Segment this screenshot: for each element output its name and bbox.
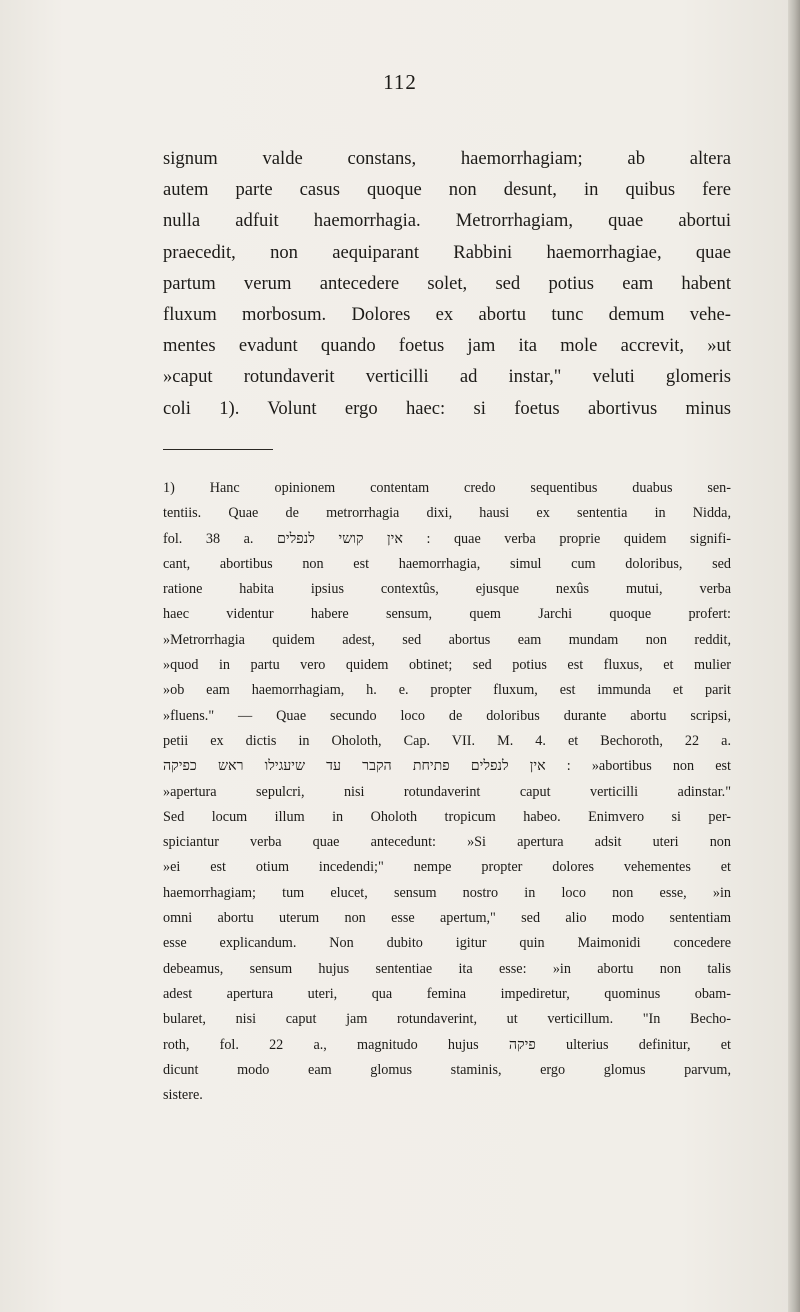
main-line: »caput rotundaverit verticilli ad instar," veluti glomeris	[163, 366, 731, 388]
footnote-line: cant, abortibus non est haemorrhagia, simul cum doloribus, sed	[163, 555, 731, 572]
footnote-line: esse explicandum. Non dubito igitur quin Maimonidi concedere	[163, 935, 731, 952]
footnote-line: fol. 38 a. אין קושי לנפלים : quae verba proprie quidem signifi-	[163, 530, 731, 547]
footnote	[163, 476, 731, 1108]
footnote-line: adest apertura uteri, qua femina impediretur, quominus obam-	[163, 985, 731, 1002]
footnote-line: spiciantur verba quae antecedunt: »Si apertura adsit uteri non	[163, 834, 731, 851]
footnote-line: ratione habita ipsius contextûs, ejusque nexûs mutui, verba	[163, 581, 731, 598]
footnote-line: »quod in partu vero quidem obtinet; sed potius est fluxus, et mulier	[163, 657, 731, 674]
main-line: partum verum antecedere solet, sed potius eam habent	[163, 272, 731, 294]
footnote-line: אין לנפלים פתיחת הקבר עד שיעגילו ראש כפיקה : »abortibus non est	[163, 758, 731, 775]
main-line: autem parte casus quoque non desunt, in quibus fere	[163, 179, 731, 201]
footnote-line: »Metrorrhagia quidem adest, sed abortus eam mundam non reddit,	[163, 631, 731, 648]
footnote-line: Sed locum illum in Oholoth tropicum habeo. Enimvero si per-	[163, 808, 731, 825]
footnote-line: »ei est otium incedendi;" nempe propter dolores vehementes et	[163, 859, 731, 876]
main-text	[163, 143, 731, 424]
footnote-line: haemorrhagiam; tum elucet, sensum nostro in loco non esse, »in	[163, 884, 731, 901]
footnote-line: bularet, nisi caput jam rotundaverint, ut verticillum. "In Becho-	[163, 1011, 731, 1028]
main-line: signum valde constans, haemorrhagiam; ab altera	[163, 148, 731, 169]
footnote-line: sistere.	[163, 1087, 203, 1104]
main-line: praecedit, non aequiparant Rabbini haemorrhagiae, quae	[163, 241, 731, 263]
footnote-line: »ob eam haemorrhagiam, h. e. propter fluxum, est immunda et parit	[163, 682, 731, 699]
footnote-line: tentiis. Quae de metrorrhagia dixi, hausi ex sententia in Nidda,	[163, 505, 731, 522]
footnote-line: 1) Hanc opinionem contentam credo sequentibus duabus sen-	[163, 480, 731, 496]
main-line: mentes evadunt quando foetus jam ita mole accrevit, »ut	[163, 335, 731, 357]
footnote-line: dicunt modo eam glomus staminis, ergo glomus parvum,	[163, 1061, 731, 1078]
footnote-line: petii ex dictis in Oholoth, Cap. VII. M. 4. et Bechoroth, 22 a.	[163, 732, 731, 749]
footnote-line: haec videntur habere sensum, quem Jarchi quoque profert:	[163, 606, 731, 623]
footnote-line: roth, fol. 22 a., magnitudo hujus פיקה ulterius definitur, et	[163, 1036, 731, 1053]
main-line: fluxum morbosum. Dolores ex abortu tunc demum vehe-	[163, 304, 731, 326]
page-number: 112	[383, 70, 417, 94]
footnote-rule	[163, 449, 273, 450]
footnote-line: debeamus, sensum hujus sententiae ita esse: »in abortu non talis	[163, 960, 731, 977]
footnote-line: »apertura sepulcri, nisi rotundaverint caput verticilli adinstar."	[163, 783, 731, 800]
footnote-line: »fluens." — Quae secundo loco de doloribus durante abortu scripsi,	[163, 707, 731, 724]
main-line: nulla adfuit haemorrhagia. Metrorrhagiam, quae abortui	[163, 210, 731, 232]
main-line: coli 1). Volunt ergo haec: si foetus abortivus minus	[163, 397, 731, 419]
page-edge	[788, 0, 800, 1312]
footnote-line: omni abortu uterum non esse apertum," sed alio modo sententiam	[163, 910, 731, 927]
